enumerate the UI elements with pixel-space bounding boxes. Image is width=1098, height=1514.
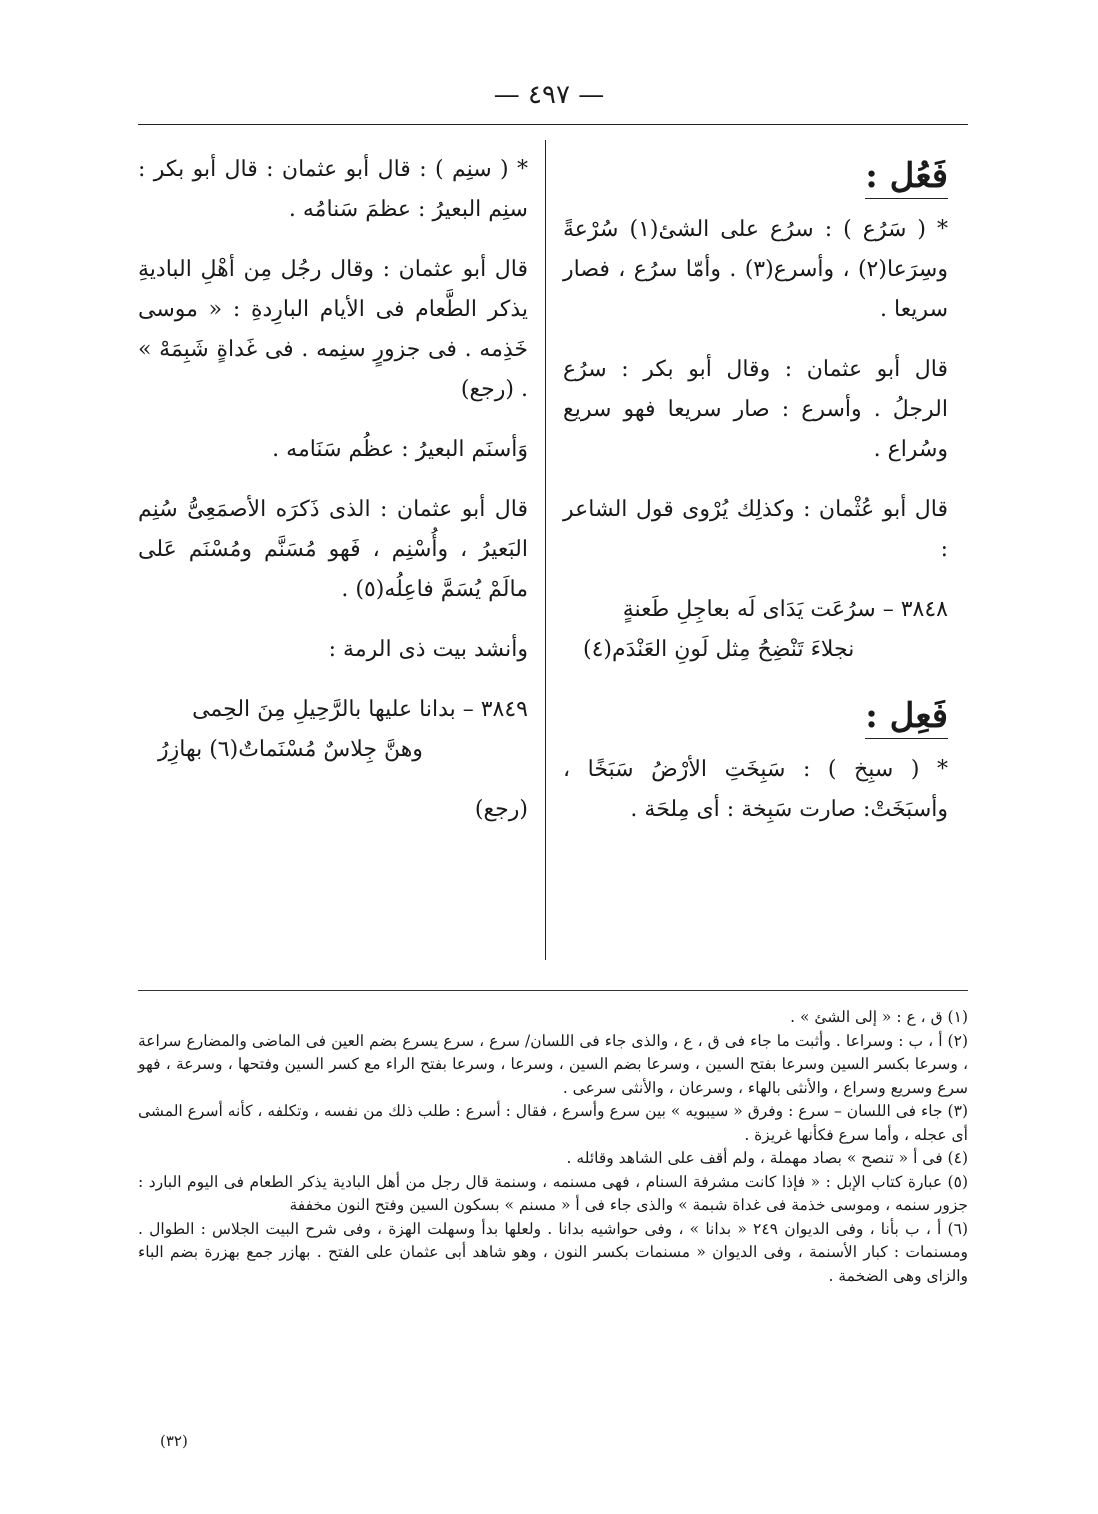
signature-mark: (٣٢) — [160, 1432, 188, 1450]
verse-3849 — [138, 690, 528, 770]
entry-asnam: وَأسنَم البعيرُ : عظُم سَنَامه . — [272, 437, 528, 462]
entry-sabikh: * ( سبِخ ) : سَبِخَتِ الأرْضُ سَبَخًا ، وأسبَخَتْ: صارت سَبِخة : أى مِلحَة . — [563, 757, 948, 822]
section-heading-fail: فَعِل : — [563, 690, 948, 742]
footnote-5: (٥) عبارة كتاب الإبل : « فإذا كانت مشرفة السنام ، فهى مسنمه ، وسنمة قال رجل من أهل البادية يذكر الطعام فى اليوم البارد : جزور سنمه ، وموسى خذمة فى غداة شبمة » والذى جاء فى أ « مسنم » بسكون السين وفتح النون مخففة — [138, 1172, 968, 1214]
header-rule — [138, 124, 968, 125]
right-column — [563, 150, 948, 850]
rajaz-marker: (رجع) — [474, 797, 528, 822]
quote-dhu-rumma-intro: وأنشد بيت ذى الرمة : — [328, 637, 528, 662]
verse-line: نجلاءَ تَنْضِحُ مِثل لَونِ العَنْدَم(٤) — [583, 637, 855, 662]
section-heading-faul: فَعُل : — [563, 150, 948, 202]
footnote-2: (٢) أ ، ب : وسراعا . وأثبت ما جاء فى ق ، ع ، والذى جاء فى اللسان/ سرع ، سرع يسرع بضم العين فى الماضى والمضارع سراعة ، وسرعا بكسر السين وسرعا بفتح السين ، وسرعا بضم السين ، وسرعا ، وسرعا بفتح الراء مع كسر السين وفتحها ، وسرعة ، فهو سرع وسريع وسراع ، والأنثى بالهاء ، وسرعان ، والأنثى سرعى . — [138, 1031, 968, 1097]
quote-poet-intro: قال أبو عُثْمان : وكذلِك يُرْوى قول الشاعر : — [563, 497, 948, 562]
column-divider — [545, 140, 546, 960]
verse-line: وهنَّ جِلاسٌ مُسْنَماتٌ(٦) بهازِرُ — [158, 737, 423, 762]
footnote-rule — [138, 990, 968, 991]
quote-abu-bakr: قال أبو عثمان : وقال أبو بكر : سرُع الرجلُ . وأسرع : صار سريعا فهو سريع وسُراع . — [563, 357, 948, 462]
footnote-3: (٣) جاء فى اللسان – سرع : وفرق « سيبويه » بين سرع وأسرع ، فقال : أسرع : طلب ذلك من نفسه ، وتكلفه ، كأنه أسرع المشى أى عجله ، وأما سرع فكأنها غريزة . — [138, 1102, 968, 1144]
entry-saru: * ( سَرُع ) : سرُع على الشئ(١) سُرْعةً وسِرَعا(٢) ، وأسرع(٣) . وأمّا سرُع ، فصار سريعا . — [563, 217, 948, 322]
verse-line: ٣٨٤٩ – بدانا عليها بالرَّحِيلِ مِنَ الحِمى — [192, 697, 528, 722]
left-column — [138, 150, 528, 850]
entry-sanim: * ( سنِم ) : قال أبو عثمان : قال أبو بكر : سنِم البعيرُ : عظمَ سَنامُه . — [138, 157, 528, 222]
quote-asmai: قال أبو عثمان : الذى ذَكرَه الأصمَعِىُّ سُنِم البَعيرُ ، وأُسْنِم ، فَهو مُسَنَّم ومُسْنَم عَلى مالَمْ يُسَمَّ فاعِلُه(٥) . — [138, 497, 528, 602]
footnotes — [138, 1006, 968, 1288]
verse-3848 — [563, 590, 948, 670]
verse-line: ٣٨٤٨ – سرُعَت يَدَاى لَه بعاجِلِ طَعنةٍ — [622, 597, 948, 622]
rajaz-marker: (رجع) — [460, 377, 514, 402]
quote-bedouin: قال أبو عثمان : وقال رجُل مِن أهْلِ الباديةِ يذكر الطَّعام فى الأيام البارِدةِ : « موسى خَذِمه . فى جزورٍ سنِمه . فى غَداةٍ شَبِمَهْ » . (رجع) — [138, 257, 528, 402]
footnote-4: (٤) فى أ « تنصح » بصاد مهملة ، ولم أقف على الشاهد وقائله . — [566, 1149, 968, 1167]
page-number: — ٤٩٧ — — [493, 80, 605, 110]
footnote-6: (٦) أ ، ب بأنا ، وفى الديوان ٢٤٩ « بدانا » ، وفى حواشيه بدانا . ولعلها بدأ وسهلت الهزة ، وفى شرح البيت الجلاس : الطوال . ومسنمات : كبار الأسنمة ، وفى الديوان « مسنمات بكسر النون ، وهو شاهد أبى عثمان على الفتح . بهازر جمع بهزرة بضم الباء والزاى وهى الضخمة . — [138, 1219, 968, 1285]
footnote-1: (١) ق ، ع : « إلى الشئ » . — [790, 1008, 968, 1026]
